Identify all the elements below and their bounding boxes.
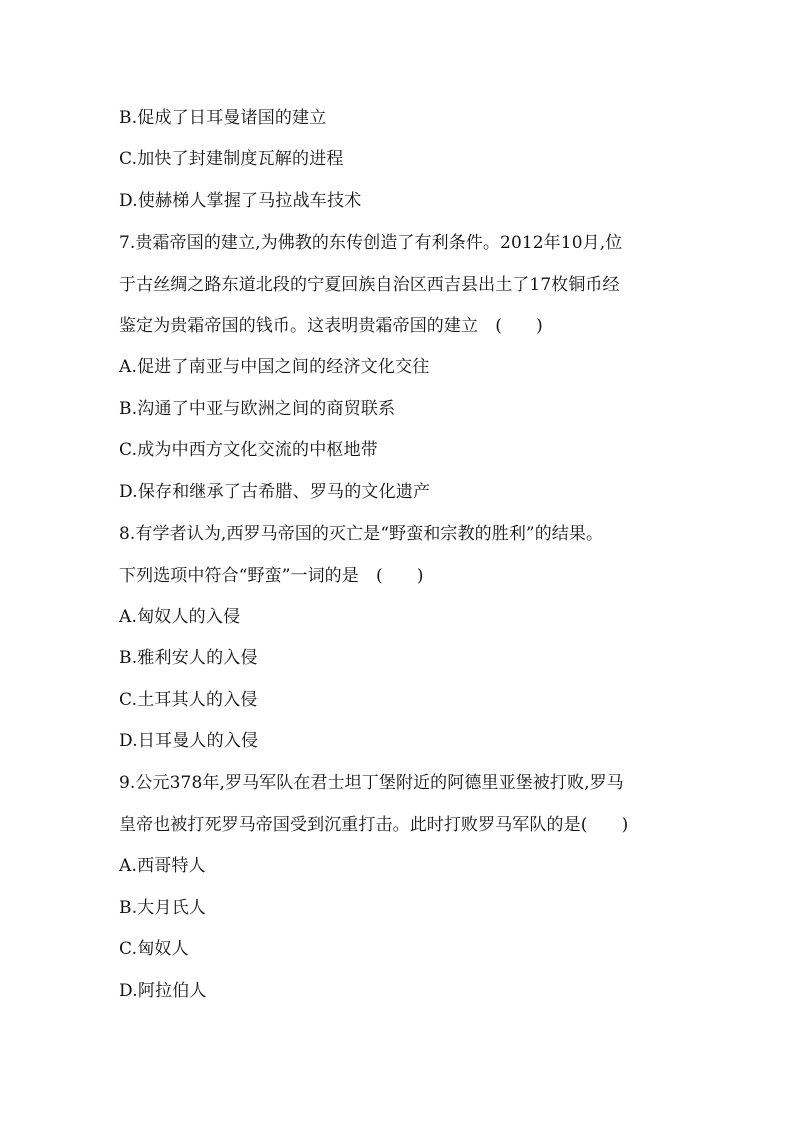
- q7-stem-line-2: 于古丝绸之路东道北段的宁夏回族自治区西吉县出土了17枚铜币经: [119, 275, 620, 295]
- q7-option-a: A.促进了南亚与中国之间的经济文化交往: [119, 357, 430, 377]
- q7-option-b: B.沟通了中亚与欧洲之间的商贸联系: [119, 399, 396, 419]
- q6-option-b: B.促成了日耳曼诸国的建立: [119, 108, 327, 128]
- q7-option-c: C.成为中西方文化交流的中枢地带: [119, 440, 379, 460]
- q9-option-d: D.阿拉伯人: [119, 981, 207, 1001]
- q8-stem-line-2: 下列选项中符合“野蛮”一词的是 ( ): [119, 566, 424, 586]
- q8-option-a: A.匈奴人的入侵: [119, 607, 241, 627]
- q8-stem-line-1: 8.有学者认为,西罗马帝国的灭亡是“野蛮和宗教的胜利”的结果。: [119, 524, 604, 544]
- q6-option-c: C.加快了封建制度瓦解的进程: [119, 149, 344, 169]
- q7-stem-line-3: 鉴定为贵霜帝国的钱币。这表明贵霜帝国的建立 ( ): [119, 316, 543, 336]
- q7-option-d: D.保存和继承了古希腊、罗马的文化遗产: [119, 482, 431, 502]
- q8-option-b: B.雅利安人的入侵: [119, 648, 258, 668]
- q8-option-c: C.土耳其人的入侵: [119, 690, 258, 710]
- q9-option-a: A.西哥特人: [119, 856, 206, 876]
- q7-stem-line-1: 7.贵霜帝国的建立,为佛教的东传创造了有利条件。2012年10月,位: [119, 233, 623, 253]
- q9-stem-line-2: 皇帝也被打死罗马帝国受到沉重打击。此时打败罗马军队的是( ): [119, 815, 629, 835]
- q6-option-d: D.使赫梯人掌握了马拉战车技术: [119, 191, 362, 211]
- q9-stem-line-1: 9.公元378年,罗马军队在君士坦丁堡附近的阿德里亚堡被打败,罗马: [119, 773, 624, 793]
- q9-option-c: C.匈奴人: [119, 939, 189, 959]
- q8-option-d: D.日耳曼人的入侵: [119, 731, 259, 751]
- q9-option-b: B.大月氏人: [119, 898, 207, 918]
